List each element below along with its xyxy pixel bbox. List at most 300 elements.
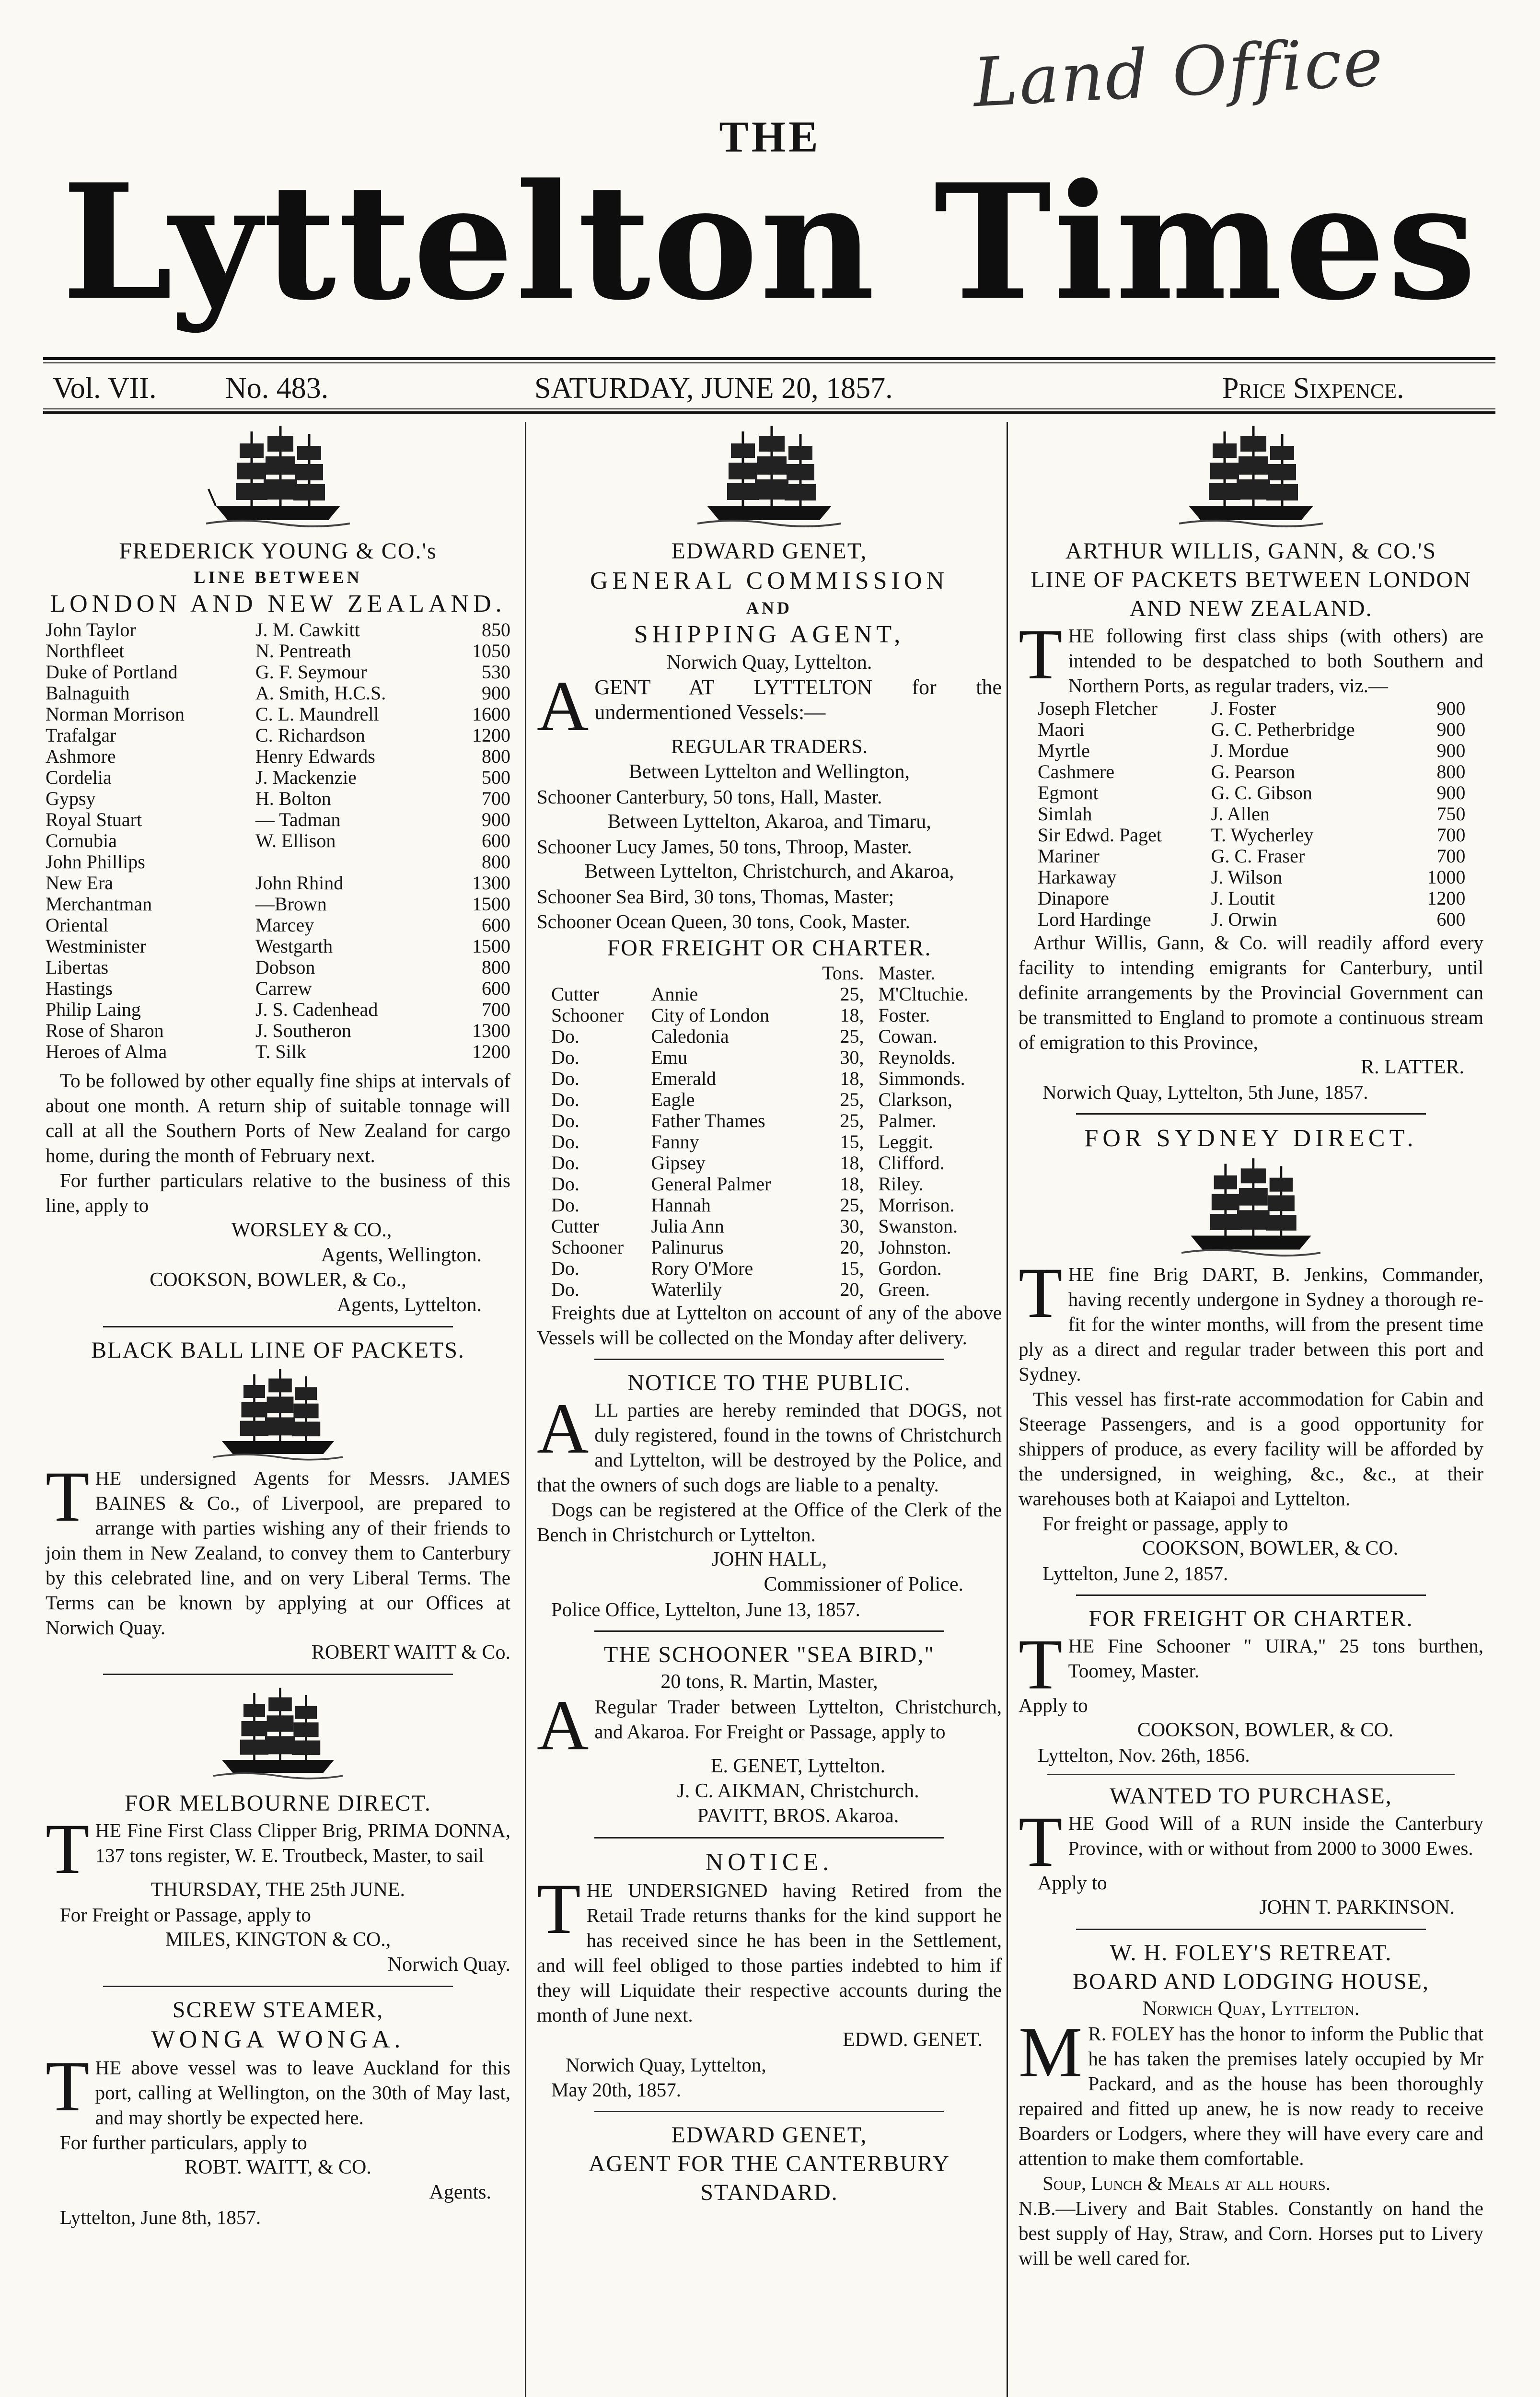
separator	[594, 1837, 944, 1838]
purchase-signature: JOHN T. PARKINSON.	[1259, 1897, 1455, 1919]
willis-ship-list	[1038, 698, 1465, 930]
sydney-agent: COOKSON, BOWLER, & CO.	[1142, 1537, 1399, 1559]
table-row	[537, 1237, 1002, 1258]
table-row	[46, 809, 510, 830]
volume-number: Vol. VII.	[53, 372, 157, 405]
willis-body-2: Arthur Willis, Gann, & Co. will readily afford every facility to intending emigrants for Canterbury, until definite arrangements by the Provincial Government can be transmitted to England to promote a continuous stream of emigration to this Province,	[1019, 931, 1483, 1053]
ship-name: John Taylor	[46, 619, 136, 640]
seabird-sub: 20 tons, R. Martin, Master,	[660, 1671, 878, 1693]
vessel-name: Fanny	[651, 1131, 699, 1152]
wonga-heading-1: SCREW STEAMER,	[172, 1997, 384, 2023]
vessel-master: Morrison.	[878, 1194, 955, 1216]
separator	[594, 1359, 944, 1360]
vessel-name: City of London	[651, 1004, 770, 1026]
ship-name: Libertas	[46, 956, 109, 978]
melbourne-body: THE Fine First Class Clipper Brig, PRIMA DONNA, 137 tons register, W. E. Troutbeck, Master, to sail	[46, 1809, 511, 1889]
table-row	[537, 1152, 1002, 1174]
ship-name: Lord Hardinge	[1038, 908, 1151, 930]
melbourne-apply: For Freight or Passage, apply to	[60, 1904, 311, 1926]
standard-line-1: AGENT FOR THE CANTERBURY	[588, 2151, 950, 2176]
table-row	[1038, 909, 1465, 930]
table-row	[46, 1020, 510, 1041]
genet-title-2: SHIPPING AGENT,	[634, 621, 905, 648]
vessel-tons: 25,	[840, 1089, 864, 1110]
drop-cap: A	[537, 666, 589, 746]
ship-name: New Era	[46, 872, 114, 894]
masthead-rule-top-thin	[43, 362, 1495, 363]
ship-illustration	[697, 422, 841, 532]
ship-name: Myrtle	[1038, 740, 1090, 761]
ship-master: —Brown	[255, 893, 327, 915]
vessel-type: Do.	[551, 1279, 579, 1300]
ship-name: John Phillips	[46, 851, 145, 873]
foley-body: M R. FOLEY has the honor to inform the Public that he has taken the premises lately occupied by Mr Packard, and as the house has been thoroughly repaired and fitted up anew, he is now ready to receive Boarders or Lodgers, where they will have every care and attention to make them comfortable.	[1019, 2013, 1483, 2169]
foley-address: Norwich Quay, Lyttelton.	[1142, 1998, 1360, 2020]
dogs-signature: JOHN HALL,	[711, 1548, 827, 1571]
ship-name: Cashmere	[1038, 761, 1114, 782]
ship-master: J. Wilson	[1211, 866, 1283, 888]
ship-tons: 1050	[472, 640, 510, 662]
ship-name: Dinapore	[1038, 887, 1109, 909]
table-row	[1038, 803, 1465, 825]
wonga-heading-2: WONGA WONGA.	[151, 2026, 405, 2053]
vessel-tons: 30,	[840, 1047, 864, 1068]
melbourne-agent-place: Norwich Quay.	[387, 1954, 510, 1976]
header-master: Master.	[878, 962, 936, 984]
masthead-rule-bottom	[43, 408, 1495, 409]
table-row	[46, 830, 510, 851]
young-owner: FREDERICK YOUNG & CO.'s	[119, 538, 437, 564]
young-agent-1-place: Agents, Wellington.	[321, 1244, 482, 1266]
vessel-type: Schooner	[551, 1004, 624, 1026]
dogs-dateline: Police Office, Lyttelton, June 13, 1857.	[551, 1598, 860, 1620]
separator	[103, 1674, 453, 1675]
table-row	[537, 1005, 1002, 1026]
drop-cap: T	[1019, 1625, 1063, 1704]
masthead-rule-top	[43, 357, 1495, 360]
table-row	[46, 936, 510, 957]
uira-agent: COOKSON, BOWLER, & CO.	[1137, 1719, 1394, 1741]
ship-name: Merchantman	[46, 893, 152, 915]
column-rule-1	[525, 422, 526, 2397]
young-line-between: LINE BETWEEN	[194, 568, 362, 587]
column-1	[46, 422, 510, 2230]
ship-master: J. Mordue	[1211, 740, 1289, 761]
ship-illustration	[1181, 1154, 1320, 1262]
ship-name: Norman Morrison	[46, 703, 185, 725]
willis-heading-3: AND NEW ZEALAND.	[1129, 596, 1373, 621]
foley-heading-1: W. H. FOLEY'S RETREAT.	[1110, 1940, 1392, 1966]
ship-master: Dobson	[255, 956, 315, 978]
wonga-apply: For further particulars, apply to	[60, 2131, 307, 2153]
vessel-master: Leggit.	[878, 1131, 933, 1152]
ship-tons: 700	[1436, 824, 1466, 846]
young-ship-list	[46, 619, 510, 1062]
separator	[1047, 1774, 1455, 1775]
ship-tons: 1200	[1427, 887, 1466, 909]
charter-vessel-list	[537, 963, 1002, 1300]
foley-heading-2: BOARD AND LODGING HOUSE,	[1073, 1969, 1429, 1994]
vessel-name: Caledonia	[651, 1025, 729, 1047]
blackball-heading: BLACK BALL LINE OF PACKETS.	[91, 1338, 465, 1363]
notice-body: THE UNDERSIGNED having Retired from the Retail Trade returns thanks for the kind support he has received since he has been in the Settlement, and will feel obliged to those parties indebted to him if they will Liquidate their respective accounts during the month of June next.	[537, 1869, 1002, 2026]
ship-name: Duke of Portland	[46, 661, 178, 683]
drop-cap: T	[46, 2047, 90, 2126]
ship-tons: 1600	[472, 703, 510, 725]
drop-cap: M	[1019, 2013, 1083, 2092]
ship-name: Trafalgar	[46, 724, 116, 746]
ship-master: J. M. Cawkitt	[255, 619, 360, 640]
ship-tons: 1000	[1427, 866, 1466, 888]
separator	[594, 2111, 944, 2112]
table-row	[46, 957, 510, 978]
vessel-type: Cutter	[551, 983, 599, 1005]
wonga-agent-role: Agents.	[429, 2181, 491, 2203]
table-row	[537, 1279, 1002, 1300]
table-row	[46, 873, 510, 894]
wonga-agent: ROBT. WAITT, & CO.	[185, 2156, 371, 2178]
ship-master: Marcey	[255, 914, 314, 936]
vessel-name: Rory O'More	[651, 1257, 753, 1279]
table-row	[46, 704, 510, 725]
table-row	[46, 999, 510, 1020]
ship-master: N. Pentreath	[255, 640, 351, 662]
purchase-heading: WANTED TO PURCHASE,	[1110, 1783, 1392, 1809]
ship-master: J. Mackenzie	[255, 767, 357, 788]
genet-route-2: Between Lyttelton, Akaroa, and Timaru,	[607, 811, 931, 833]
vessel-type: Do.	[551, 1194, 579, 1216]
table-row	[1038, 846, 1465, 867]
ship-tons: 900	[482, 682, 510, 704]
ship-name: Royal Stuart	[46, 809, 142, 830]
genet-title-1: GENERAL COMMISSION	[590, 567, 949, 594]
vessel-master: Swanston.	[878, 1215, 958, 1237]
vessel-master: Simmonds.	[878, 1068, 965, 1089]
ship-master: John Rhind	[255, 872, 344, 894]
genet-charter-heading: FOR FREIGHT OR CHARTER.	[607, 935, 932, 961]
ship-master: — Tadman	[255, 809, 341, 830]
vessel-tons: 18,	[840, 1152, 864, 1174]
separator	[594, 1630, 944, 1632]
vessel-tons: 25,	[840, 983, 864, 1005]
seabird-agent-1: E. GENET, Lyttelton.	[710, 1755, 886, 1777]
table-row	[537, 1068, 1002, 1089]
table-row	[1038, 888, 1465, 909]
vessel-tons: 18,	[840, 1173, 864, 1195]
ship-name: Balnaguith	[46, 682, 130, 704]
ship-tons: 750	[1436, 803, 1466, 825]
dateline-bar	[43, 369, 1495, 407]
masthead-rule-bottom-thick	[43, 411, 1495, 414]
ship-tons: 900	[1436, 719, 1466, 740]
separator	[103, 1326, 453, 1327]
ship-tons: 1300	[472, 872, 510, 894]
genet-agent: AGENT AT LYTTELTON for the undermentioned Vessels:—	[537, 666, 1002, 746]
willis-heading-1: ARTHUR WILLIS, GANN, & CO.'S	[1065, 538, 1437, 564]
separator	[1076, 1594, 1426, 1596]
table-row	[537, 1026, 1002, 1047]
ship-tons: 800	[482, 745, 510, 767]
ship-tons: 600	[1436, 908, 1466, 930]
table-row	[1038, 698, 1465, 719]
genet-vessel-1: Schooner Canterbury, 50 tons, Hall, Master.	[537, 786, 882, 808]
ship-name: Gypsy	[46, 788, 96, 809]
table-row	[537, 1258, 1002, 1279]
genet-address: Norwich Quay, Lyttelton.	[666, 652, 872, 674]
vessel-master: M'Cltuchie.	[878, 983, 969, 1005]
ship-tons: 700	[1436, 845, 1466, 867]
ship-name: Simlah	[1038, 803, 1092, 825]
ship-tons: 600	[482, 830, 510, 851]
dogs-heading: NOTICE TO THE PUBLIC.	[627, 1370, 911, 1396]
table-header	[537, 963, 1002, 984]
separator	[103, 1986, 453, 1987]
dogs-signature-title: Commissioner of Police.	[764, 1573, 963, 1595]
melbourne-agent: MILES, KINGTON & CO.,	[165, 1929, 391, 1951]
vessel-type: Do.	[551, 1068, 579, 1089]
uira-heading: FOR FREIGHT OR CHARTER.	[1088, 1606, 1413, 1631]
ship-master: J. S. Cadenhead	[255, 999, 378, 1020]
vessel-tons: 20,	[840, 1236, 864, 1258]
genet-name: EDWARD GENET,	[671, 538, 868, 564]
ship-name: Egmont	[1038, 782, 1099, 803]
blackball-signature: ROBERT WAITT & Co.	[311, 1641, 510, 1664]
ship-tons: 600	[482, 914, 510, 936]
genet-vessel-3: Schooner Sea Bird, 30 tons, Thomas, Master;	[537, 885, 894, 908]
table-row	[46, 851, 510, 873]
foley-soup: Soup, Lunch & Meals at all hours.	[1042, 2172, 1331, 2194]
vessel-type: Do.	[551, 1089, 579, 1110]
table-row	[46, 894, 510, 915]
vessel-master: Gordon.	[878, 1257, 942, 1279]
ship-name: Harkaway	[1038, 866, 1117, 888]
young-agent-1: WORSLEY & CO.,	[231, 1219, 392, 1241]
foley-nb: N.B.—Livery and Bait Stables. Constantly on hand the best supply of Hay, Straw, and Corn. Horses put to Livery will be well cared for.	[1019, 2197, 1483, 2269]
genet-vessel-2: Schooner Lucy James, 50 tons, Throop, Master.	[537, 836, 912, 858]
table-row	[537, 1089, 1002, 1110]
vessel-type: Do.	[551, 1173, 579, 1195]
willis-body: THE following first class ships (with others) are intended to be despatched to both Southern and Northern Ports, as regular traders, viz.—	[1019, 615, 1483, 697]
vessel-master: Palmer.	[878, 1110, 937, 1131]
separator	[1076, 1929, 1426, 1930]
dogs-body: ALL parties are hereby reminded that DOGS, not duly registered, found in the towns of Christchurch and Lyttelton, will be destroyed by the Police, and that the owners of such dogs are liable to a penalty.	[537, 1389, 1002, 1496]
sydney-heading: FOR SYDNEY DIRECT.	[1084, 1125, 1418, 1152]
sydney-apply: For freight or passage, apply to	[1042, 1513, 1288, 1535]
ship-tons: 530	[482, 661, 510, 683]
genet-vessel-4: Schooner Ocean Queen, 30 tons, Cook, Master.	[537, 910, 910, 932]
ship-master: T. Silk	[255, 1041, 306, 1062]
ship-name: Hastings	[46, 977, 113, 999]
ship-master	[255, 851, 452, 873]
vessel-type: Do.	[551, 1110, 579, 1131]
young-body-apply: For further particulars relative to the business of this line, apply to	[46, 1169, 510, 1216]
vessel-name: Hannah	[651, 1194, 711, 1216]
ship-master: A. Smith, H.C.S.	[255, 682, 386, 704]
ship-tons: 800	[1436, 761, 1466, 782]
young-route: LONDON AND NEW ZEALAND.	[50, 590, 506, 617]
uira-dateline: Lyttelton, Nov. 26th, 1856.	[1038, 1744, 1250, 1766]
ship-name: Heroes of Alma	[46, 1041, 167, 1062]
vessel-master: Foster.	[878, 1004, 930, 1026]
table-row	[537, 1047, 1002, 1068]
header-tons: Tons.	[822, 962, 864, 984]
notice-heading: NOTICE.	[705, 1849, 834, 1876]
ship-master: C. L. Maundrell	[255, 703, 379, 725]
ship-tons: 800	[482, 956, 510, 978]
vessel-master: Cowan.	[878, 1025, 938, 1047]
vessel-type: Do.	[551, 1047, 579, 1068]
price: Price Sixpence.	[1222, 372, 1404, 405]
drop-cap: T	[1019, 1253, 1063, 1333]
ship-tons: 500	[482, 767, 510, 788]
table-row	[1038, 761, 1465, 782]
column-rule-2	[1007, 422, 1008, 2397]
table-row	[1038, 719, 1465, 740]
ship-tons: 1200	[472, 1041, 510, 1062]
sydney-dateline: Lyttelton, June 2, 1857.	[1042, 1562, 1228, 1584]
purchase-body: THE Good Will of a RUN inside the Canterbury Province, with or without from 2000 to 3000 Ewes.	[1019, 1802, 1483, 1882]
genet-freights: Freights due at Lyttelton on account of any of the above Vessels will be collected on the Monday after delivery.	[537, 1302, 1002, 1349]
ship-illustration	[213, 1684, 343, 1784]
vessel-type: Do.	[551, 1025, 579, 1047]
melbourne-sail-date: THURSDAY, THE 25th JUNE.	[151, 1879, 405, 1901]
vessel-master: Clifford.	[878, 1152, 945, 1174]
vessel-tons: 15,	[840, 1257, 864, 1279]
notice-dateline-1: Norwich Quay, Lyttelton,	[566, 2054, 766, 2076]
melbourne-heading: FOR MELBOURNE DIRECT.	[125, 1791, 431, 1816]
vessel-name: General Palmer	[651, 1173, 771, 1195]
table-row	[46, 662, 510, 683]
vessel-type: Do.	[551, 1131, 579, 1152]
issue-number: No. 483.	[225, 372, 329, 405]
genet-and: AND	[746, 598, 792, 617]
drop-cap: T	[46, 1809, 90, 1889]
ship-illustration	[206, 422, 350, 532]
table-row	[1038, 782, 1465, 803]
table-row	[46, 788, 510, 809]
ship-illustration	[213, 1365, 343, 1466]
sydney-body-2: This vessel has first-rate accommodation for Cabin and Steerage Passengers, and is a good opportunity for shippers of produce, as every facility will be afforded by the undersigned, in weighing, &c., &c., at their warehouses both at Kaiapoi and Lyttelton.	[1019, 1388, 1483, 1510]
table-row	[537, 1110, 1002, 1131]
purchase-apply: Apply to	[1038, 1872, 1107, 1894]
ship-name: Joseph Fletcher	[1038, 698, 1158, 719]
drop-cap: T	[1019, 1802, 1063, 1882]
blackball-body: THE undersigned Agents for Messrs. JAMES BAINES & Co., of Liverpool, are prepared to arrange with parties wishing any of their friends to join them in New Zealand, to convey them to Canterbury by this celebrated line, and on very Liberal Terms. The Terms can be known by applying at our Offices at Norwich Quay.	[46, 1457, 511, 1639]
seabird-body: A Regular Trader between Lyttelton, Christchurch, and Akaroa. For Freight or Passage, apply to	[537, 1686, 1002, 1765]
ship-master: G. Pearson	[1211, 761, 1296, 782]
young-agent-2-place: Agents, Lyttelton.	[336, 1294, 482, 1316]
drop-cap: T	[537, 1869, 581, 1949]
ship-master: G. C. Petherbridge	[1211, 719, 1355, 740]
uira-body: THE Fine Schooner " UIRA," 25 tons burthen, Toomey, Master.	[1019, 1625, 1483, 1704]
vessel-tons: 18,	[840, 1068, 864, 1089]
ship-name: Westminister	[46, 935, 147, 957]
table-row	[46, 1041, 510, 1062]
wonga-body: THE above vessel was to leave Auckland for this port, calling at Wellington, on the 30th of May last, and may shortly be expected here.	[46, 2047, 510, 2129]
table-row	[537, 984, 1002, 1005]
table-row	[46, 746, 510, 767]
ship-tons: 900	[1436, 740, 1466, 761]
vessel-tons: 25,	[840, 1025, 864, 1047]
vessel-tons: 18,	[840, 1004, 864, 1026]
vessel-tons: 30,	[840, 1215, 864, 1237]
ship-tons: 700	[482, 788, 510, 809]
ship-tons: 600	[482, 977, 510, 999]
handwritten-note: Land Office	[971, 23, 1386, 123]
table-row	[46, 915, 510, 936]
dogs-body-2: Dogs can be registered at the Office of the Clerk of the Bench in Christchurch or Lyttelton.	[537, 1499, 1002, 1546]
vessel-tons: 20,	[840, 1279, 864, 1300]
table-row	[537, 1216, 1002, 1237]
ship-master: G. C. Fraser	[1211, 845, 1305, 867]
table-row	[537, 1131, 1002, 1152]
wonga-dateline: Lyttelton, June 8th, 1857.	[60, 2206, 261, 2228]
ship-master: C. Richardson	[255, 724, 365, 746]
vessel-master: Reynolds.	[878, 1047, 956, 1068]
ship-name: Rose of Sharon	[46, 1020, 164, 1041]
ship-tons: 700	[482, 999, 510, 1020]
ship-master: H. Bolton	[255, 788, 331, 809]
vessel-master: Riley.	[878, 1173, 924, 1195]
willis-dateline: Norwich Quay, Lyttelton, 5th June, 1857.	[1042, 1081, 1368, 1103]
ship-tons: 900	[1436, 698, 1466, 719]
ship-tons: 900	[482, 809, 510, 830]
drop-cap: T	[46, 1457, 90, 1536]
masthead-title: Lyttelton Times	[61, 149, 1479, 335]
ship-master: J. Orwin	[1211, 908, 1277, 930]
ship-name: Northfleet	[46, 640, 125, 662]
vessel-name: Annie	[651, 983, 698, 1005]
column-2	[537, 422, 1002, 2207]
table-row	[46, 725, 510, 746]
ship-master: Henry Edwards	[255, 745, 375, 767]
vessel-type: Schooner	[551, 1236, 624, 1258]
ship-name: Cordelia	[46, 767, 112, 788]
vessel-master: Johnston.	[878, 1236, 951, 1258]
table-row	[46, 640, 510, 662]
ship-name: Sir Edwd. Paget	[1038, 824, 1162, 846]
vessel-name: Emerald	[651, 1068, 716, 1089]
ship-tons: 1500	[472, 893, 510, 915]
ship-master: J. Loutit	[1211, 887, 1275, 909]
willis-signature: R. LATTER.	[1361, 1056, 1464, 1078]
masthead-the: THE	[719, 112, 821, 161]
ship-master: J. Foster	[1211, 698, 1276, 719]
vessel-tons: 25,	[840, 1194, 864, 1216]
ship-tons: 900	[1436, 782, 1466, 803]
table-row	[46, 619, 510, 640]
drop-cap: A	[537, 1686, 589, 1765]
ship-master: Westgarth	[255, 935, 333, 957]
genet-route-1: Between Lyttelton and Wellington,	[628, 761, 910, 783]
ship-tons: 1500	[472, 935, 510, 957]
genet-route-3: Between Lyttelton, Christchurch, and Akaroa,	[584, 861, 954, 883]
issue-date: SATURDAY, JUNE 20, 1857.	[534, 372, 893, 405]
uira-apply: Apply to	[1019, 1694, 1088, 1716]
vessel-master: Green.	[878, 1279, 930, 1300]
table-row	[46, 767, 510, 788]
ship-master: G. C. Gibson	[1211, 782, 1312, 803]
vessel-name: Palinurus	[651, 1236, 724, 1258]
young-body: To be followed by other equally fine ships at intervals of about one month. A return ship of suitable tonnage will call at all the Southern Ports of New Zealand for cargo home, during the month of February next.	[46, 1070, 510, 1166]
drop-cap: T	[1019, 615, 1063, 694]
ship-master: J. Southeron	[255, 1020, 351, 1041]
genet-regular: REGULAR TRADERS.	[671, 736, 868, 758]
vessel-name: Eagle	[651, 1089, 695, 1110]
seabird-heading: THE SCHOONER "SEA BIRD,"	[604, 1642, 935, 1667]
ship-illustration	[1179, 422, 1323, 532]
vessel-tons: 15,	[840, 1131, 864, 1152]
